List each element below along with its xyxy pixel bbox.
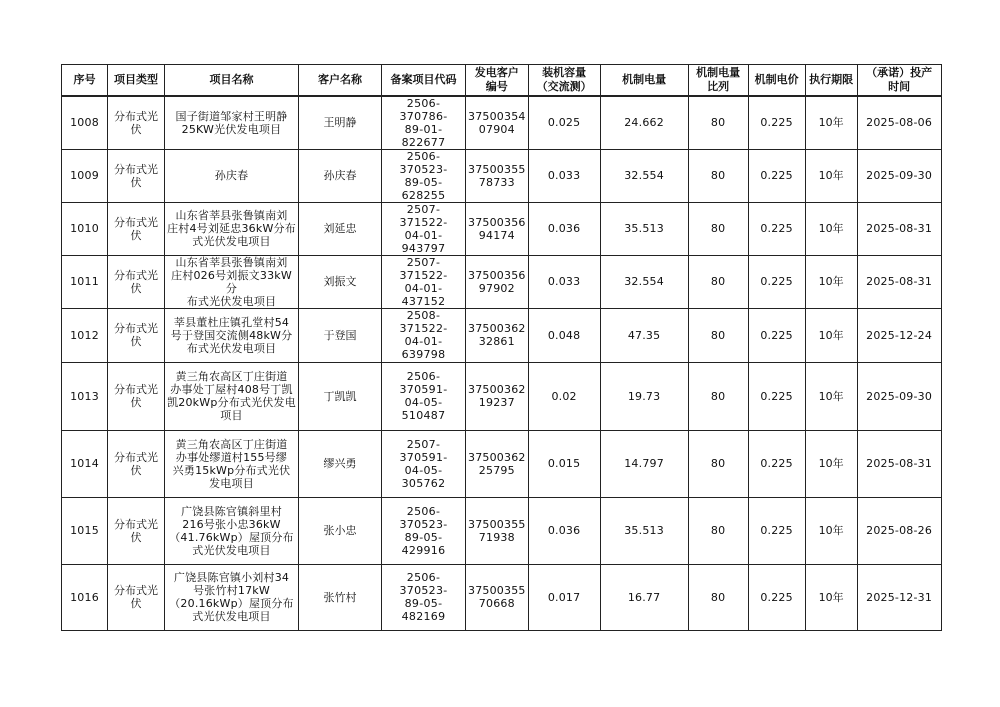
cell-project-name-line: 发电项目 [209, 476, 254, 490]
cell-capacity: 0.036 [528, 497, 600, 564]
cell-seq: 1008 [62, 96, 108, 150]
header-date-line2: 时间 [888, 79, 911, 93]
header-price: 机制电价 [748, 65, 805, 96]
cell-code-line: 2508-371522- [399, 309, 448, 335]
cell-type [108, 497, 165, 564]
cell-price: 0.225 [748, 202, 805, 255]
cell-customer-no [466, 149, 529, 202]
cell-code [382, 202, 466, 255]
cell-project-name-line: 凯20kWp分布式光伏发电 [167, 396, 296, 409]
table-row [62, 149, 942, 202]
cell-customer-no-line: 37500362 [468, 383, 526, 396]
table-row [62, 255, 942, 308]
cell-type-line: 伏 [130, 281, 142, 295]
cell-customer-no-line: 37500354 [468, 109, 526, 123]
cell-code-line: 04-01-437152 [401, 281, 446, 308]
table-row [62, 308, 942, 362]
cell-code-line: 89-05-482169 [401, 597, 446, 623]
cell-customer-no-line: 71938 [478, 530, 515, 544]
cell-project-name-line: 黄三角农高区丁庄街道 [175, 437, 288, 451]
cell-project-name-line: 式光伏发电项目 [192, 235, 271, 248]
cell-project-name [165, 149, 299, 202]
cell-type-line: 伏 [130, 530, 142, 544]
cell-seq: 1015 [62, 497, 108, 564]
cell-customer-no-line: 37500356 [468, 215, 526, 229]
cell-code-line: 04-01-639798 [401, 335, 446, 361]
cell-energy: 19.73 [600, 362, 688, 430]
project-table [61, 64, 942, 631]
header-ratio [688, 65, 748, 96]
cell-code [382, 497, 466, 564]
cell-type-line: 伏 [130, 122, 142, 136]
cell-customer-no [466, 202, 529, 255]
cell-type-line: 分布式光 [114, 268, 158, 282]
cell-project-name-line: 庄村4号刘延忠36kW分布 [167, 222, 296, 235]
cell-customer-no-line: 37500355 [468, 584, 526, 597]
cell-type [108, 362, 165, 430]
cell-capacity: 0.017 [528, 564, 600, 630]
cell-project-name-line: 黄三角农高区丁庄街道 [175, 370, 288, 383]
cell-period: 10年 [805, 564, 857, 630]
cell-type [108, 202, 165, 255]
cell-seq: 1009 [62, 149, 108, 202]
cell-code-line: 2507-371522- [399, 255, 448, 282]
header-code: 备案项目代码 [382, 65, 466, 96]
header-capacity [528, 65, 600, 96]
cell-project-name [165, 255, 299, 308]
cell-date: 2025-08-06 [857, 96, 941, 150]
header-date-line1: （承诺）投产 [866, 65, 933, 79]
cell-customer-no [466, 362, 529, 430]
cell-code [382, 255, 466, 308]
header-period: 执行期限 [805, 65, 857, 96]
header-customer-no-line1: 发电客户 [474, 65, 519, 79]
cell-code-line: 04-05-510487 [401, 396, 446, 422]
cell-period: 10年 [805, 255, 857, 308]
cell-code [382, 430, 466, 497]
header-type: 项目类型 [108, 65, 165, 96]
cell-seq: 1012 [62, 308, 108, 362]
table-row [62, 202, 942, 255]
cell-project-name-line: 庄村026号刘振文33kW分 [171, 268, 292, 295]
cell-project-name-line: 式光伏发电项目 [192, 610, 271, 623]
cell-code-line: 2507-370591- [399, 437, 448, 464]
cell-capacity: 0.033 [528, 149, 600, 202]
cell-ratio: 80 [688, 430, 748, 497]
cell-customer-no-line: 37500355 [468, 162, 526, 176]
cell-customer-no [466, 564, 529, 630]
cell-seq: 1011 [62, 255, 108, 308]
cell-type-line: 伏 [130, 597, 142, 610]
table-row [62, 564, 942, 630]
cell-project-name-line: 孙庆春 [214, 169, 249, 182]
cell-ratio: 80 [688, 564, 748, 630]
cell-code [382, 308, 466, 362]
cell-project-name-line: 莘县董杜庄镇孔堂村54 [173, 315, 290, 329]
cell-period: 10年 [805, 96, 857, 150]
cell-price: 0.225 [748, 149, 805, 202]
cell-customer: 张竹村 [299, 564, 382, 630]
cell-type [108, 308, 165, 362]
cell-project-name [165, 430, 299, 497]
cell-project-name-line: 广饶县陈官镇小刘村34 [173, 571, 290, 584]
cell-code [382, 362, 466, 430]
cell-project-name [165, 202, 299, 255]
cell-customer-no-line: 37500355 [468, 517, 526, 531]
cell-customer: 孙庆春 [299, 149, 382, 202]
cell-date: 2025-09-30 [857, 362, 941, 430]
cell-customer-no-line: 97902 [478, 281, 515, 295]
cell-type [108, 564, 165, 630]
cell-code-line: 89-05-628255 [401, 175, 446, 202]
cell-capacity: 0.015 [528, 430, 600, 497]
header-energy: 机制电量 [600, 65, 688, 96]
cell-type-line: 伏 [130, 228, 142, 242]
header-customer-no [466, 65, 529, 96]
cell-date: 2025-12-24 [857, 308, 941, 362]
cell-energy: 47.35 [600, 308, 688, 362]
cell-energy: 14.797 [600, 430, 688, 497]
cell-ratio: 80 [688, 96, 748, 150]
cell-customer: 缪兴勇 [299, 430, 382, 497]
cell-seq: 1014 [62, 430, 108, 497]
header-ratio-line1: 机制电量 [696, 65, 741, 79]
header-capacity-line2: （交流测） [536, 79, 592, 93]
cell-code-line: 04-05-305762 [401, 463, 446, 490]
cell-type-line: 分布式光 [114, 383, 158, 396]
cell-customer: 刘振文 [299, 255, 382, 308]
cell-ratio: 80 [688, 255, 748, 308]
cell-customer-no-line: 37500356 [468, 268, 526, 282]
table-row [62, 497, 942, 564]
cell-period: 10年 [805, 362, 857, 430]
table-row [62, 362, 942, 430]
header-date [857, 65, 941, 96]
cell-period: 10年 [805, 308, 857, 362]
cell-code-line: 2506-370523- [399, 504, 448, 531]
cell-date: 2025-09-30 [857, 149, 941, 202]
cell-capacity: 0.048 [528, 308, 600, 362]
cell-project-name-line: （41.76kWp）屋顶分布 [169, 530, 294, 544]
cell-type [108, 96, 165, 150]
cell-project-name-line: 山东省莘县张鲁镇南刘 [175, 209, 288, 222]
cell-energy: 16.77 [600, 564, 688, 630]
cell-type [108, 430, 165, 497]
cell-type-line: 分布式光伏 [114, 162, 158, 189]
cell-type [108, 255, 165, 308]
cell-ratio: 80 [688, 497, 748, 564]
cell-type-line: 分布式光 [114, 517, 158, 531]
cell-customer-no-line: 07904 [478, 122, 515, 136]
cell-type-line: 伏 [130, 335, 142, 348]
cell-project-name-line: 号于登国交流侧48kW分 [170, 328, 293, 342]
cell-customer-no-line: 37500362 [468, 322, 526, 335]
cell-date: 2025-08-26 [857, 497, 941, 564]
cell-ratio: 80 [688, 202, 748, 255]
cell-code-line: 89-05-429916 [401, 530, 446, 557]
cell-customer-no-line: 37500362 [468, 450, 526, 464]
cell-project-name-line: 布式光伏发电项目 [186, 294, 277, 308]
cell-customer-no [466, 96, 529, 150]
cell-code-line: 2506-370523- [399, 571, 448, 597]
cell-project-name-line: 216号张小忠36kW [182, 517, 281, 531]
cell-customer-no [466, 255, 529, 308]
cell-capacity: 0.033 [528, 255, 600, 308]
header-customer: 客户名称 [299, 65, 382, 96]
cell-seq: 1013 [62, 362, 108, 430]
cell-project-name-line: 布式光伏发电项目 [186, 341, 277, 355]
cell-price: 0.225 [748, 430, 805, 497]
cell-seq: 1010 [62, 202, 108, 255]
cell-ratio: 80 [688, 362, 748, 430]
cell-code-line: 89-01-822677 [401, 122, 446, 149]
cell-code-line: 2506-370591- [399, 370, 448, 396]
cell-date: 2025-08-31 [857, 255, 941, 308]
cell-customer-no [466, 308, 529, 362]
cell-price: 0.225 [748, 362, 805, 430]
cell-price: 0.225 [748, 96, 805, 150]
cell-energy: 32.554 [600, 255, 688, 308]
cell-capacity: 0.036 [528, 202, 600, 255]
cell-type-line: 伏 [130, 463, 142, 477]
cell-customer: 于登国 [299, 308, 382, 362]
header-capacity-line1: 装机容量 [542, 65, 587, 79]
cell-type-line: 分布式光 [114, 109, 158, 123]
cell-energy: 35.513 [600, 202, 688, 255]
cell-price: 0.225 [748, 255, 805, 308]
cell-period: 10年 [805, 497, 857, 564]
cell-project-name-line: 山东省莘县张鲁镇南刘 [175, 255, 288, 269]
cell-type [108, 149, 165, 202]
cell-date: 2025-12-31 [857, 564, 941, 630]
cell-type-line: 分布式光 [114, 215, 158, 229]
cell-project-name-line: （20.16kWp）屋顶分布 [169, 597, 294, 610]
cell-project-name-line: 办事处缪道村155号缪 [175, 450, 288, 464]
cell-code-line: 2506-370786- [399, 96, 448, 123]
cell-project-name-line: 式光伏发电项目 [192, 543, 271, 557]
cell-customer-no-line: 32861 [478, 335, 515, 348]
cell-capacity: 0.02 [528, 362, 600, 430]
cell-ratio: 80 [688, 308, 748, 362]
cell-code [382, 96, 466, 150]
table-body [62, 96, 942, 631]
header-customer-no-line2: 编号 [485, 79, 508, 93]
cell-price: 0.225 [748, 564, 805, 630]
cell-customer-no [466, 430, 529, 497]
cell-type-line: 分布式光 [114, 322, 158, 335]
cell-price: 0.225 [748, 308, 805, 362]
cell-project-name-line: 兴勇15kWp分布式光伏 [172, 463, 291, 477]
cell-customer: 丁凯凯 [299, 362, 382, 430]
header-seq: 序号 [62, 65, 108, 96]
cell-customer-no-line: 19237 [478, 396, 515, 409]
cell-ratio: 80 [688, 149, 748, 202]
cell-energy: 32.554 [600, 149, 688, 202]
cell-customer-no-line: 25795 [478, 463, 515, 477]
cell-customer: 王明静 [299, 96, 382, 150]
cell-project-name [165, 497, 299, 564]
cell-code-line: 2507-371522- [399, 202, 448, 229]
cell-project-name-line: 办事处丁屋村408号丁凯 [170, 383, 293, 396]
cell-project-name-line: 号张竹村17kW [193, 584, 270, 597]
cell-energy: 35.513 [600, 497, 688, 564]
header-row [62, 65, 942, 96]
table-row [62, 430, 942, 497]
cell-project-name-line: 25KW光伏发电项目 [181, 122, 282, 136]
cell-project-name [165, 564, 299, 630]
cell-project-name [165, 308, 299, 362]
cell-date: 2025-08-31 [857, 430, 941, 497]
cell-code [382, 564, 466, 630]
cell-energy: 24.662 [600, 96, 688, 150]
cell-project-name [165, 96, 299, 150]
cell-project-name-line: 广饶县陈官镇斜里村 [181, 504, 282, 518]
cell-type-line: 伏 [130, 396, 142, 409]
cell-project-name-line: 项目 [220, 409, 243, 422]
cell-type-line: 分布式光 [114, 450, 158, 464]
cell-customer-no [466, 497, 529, 564]
header-ratio-line2: 比列 [707, 79, 730, 93]
cell-customer: 张小忠 [299, 497, 382, 564]
header-name: 项目名称 [165, 65, 299, 96]
table-row [62, 96, 942, 150]
cell-period: 10年 [805, 149, 857, 202]
cell-customer-no-line: 70668 [478, 597, 515, 610]
cell-price: 0.225 [748, 497, 805, 564]
cell-period: 10年 [805, 430, 857, 497]
cell-project-name-line: 国子街道邹家村王明静 [175, 109, 288, 123]
cell-customer: 刘延忠 [299, 202, 382, 255]
cell-date: 2025-08-31 [857, 202, 941, 255]
cell-period: 10年 [805, 202, 857, 255]
cell-capacity: 0.025 [528, 96, 600, 150]
cell-code-line: 2506-370523- [399, 149, 448, 176]
cell-code [382, 149, 466, 202]
cell-customer-no-line: 94174 [478, 228, 515, 242]
cell-type-line: 分布式光 [114, 584, 158, 597]
cell-project-name [165, 362, 299, 430]
cell-code-line: 04-01-943797 [401, 228, 446, 255]
cell-customer-no-line: 78733 [478, 175, 515, 189]
cell-seq: 1016 [62, 564, 108, 630]
